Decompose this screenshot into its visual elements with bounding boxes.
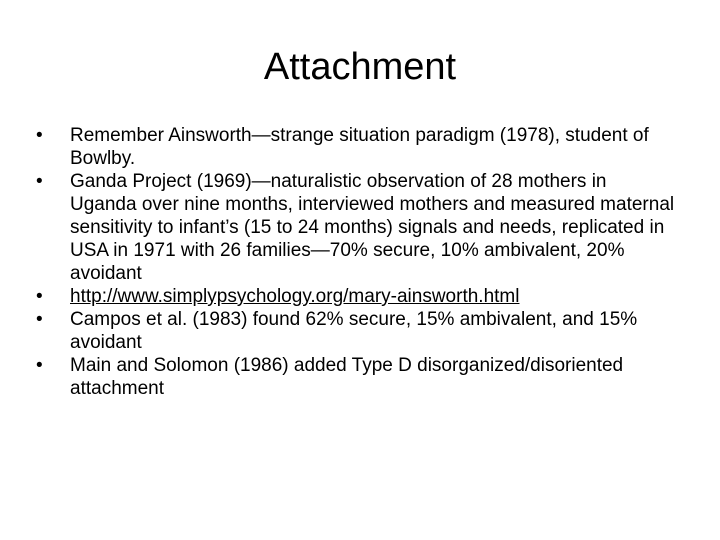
bullet-icon: • [36,286,43,307]
bullet-icon: • [36,171,43,192]
bullet-item-link [36,285,676,308]
bullet-text: Ganda Project (1969)—naturalistic observation of 28 mothers in Uganda over nine months, interviewed mothers and measured maternal sensitivity to infant’s (15 to 24 months) signals and needs, replicated in USA in 1971 with 26 families—70% secure, 10% ambivalent, 20% avoidant [70,171,675,284]
bullet-text: Campos et al. (1983) found 62% secure, 15% ambivalent, and 15% avoidant [70,309,638,353]
bullet-text: Remember Ainsworth—strange situation paradigm (1978), student of Bowlby. [70,125,649,169]
bullet-text: Main and Solomon (1986) added Type D disorganized/disoriented attachment [70,355,624,399]
bullet-item-ainsworth [36,124,676,170]
bullet-item-campos [36,308,676,354]
bullet-icon: • [36,309,43,330]
slide-title: Attachment [263,46,457,88]
bullet-icon: • [36,125,43,146]
bullet-item-main-solomon [36,354,676,400]
bullet-list [36,124,676,400]
simplypsychology-link[interactable]: http://www.simplypsychology.org/mary-ainsworth.html [70,286,520,307]
bullet-item-ganda-project [36,170,676,285]
bullet-icon: • [36,355,43,376]
